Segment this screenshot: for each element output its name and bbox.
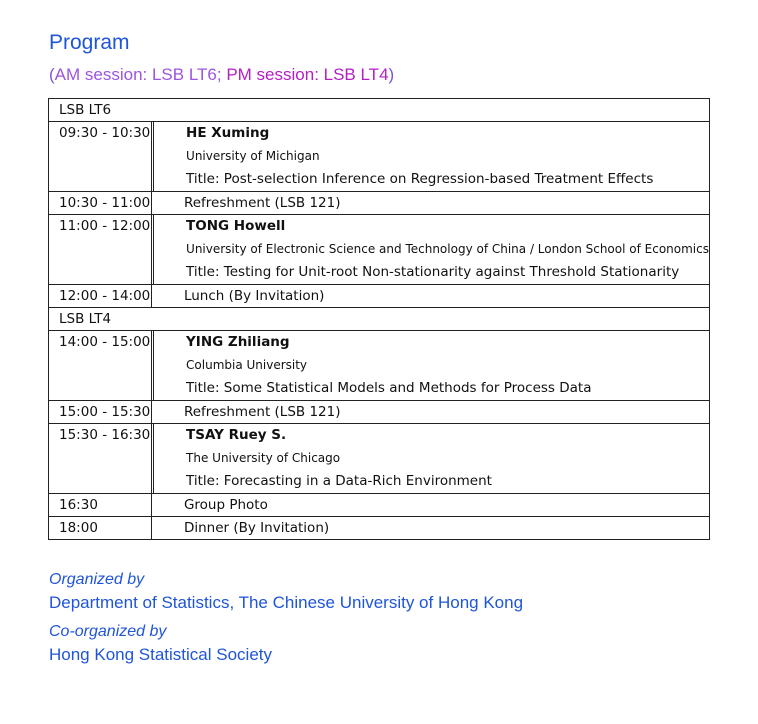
lunch-row: [49, 285, 710, 308]
section-label-am: LSB LT6: [49, 99, 710, 122]
dinner-label: Dinner (By Invitation): [151, 517, 709, 540]
speaker-affiliation: Columbia University: [186, 358, 308, 372]
talk-time: 11:00 - 12:00: [49, 215, 152, 285]
talk-details: [154, 331, 710, 401]
page-title: Program: [49, 31, 130, 54]
speaker-name: YING Zhiliang: [186, 334, 290, 350]
talk-title: Title: Forecasting in a Data-Rich Environment: [186, 473, 492, 489]
talk-row-4: [49, 424, 710, 494]
photo-time: 16:30: [49, 494, 152, 517]
section-row-am: [49, 99, 710, 122]
talk-time: 09:30 - 10:30: [49, 122, 152, 192]
speaker-affiliation: The University of Chicago: [186, 451, 341, 465]
co-organizer-name: Hong Kong Statistical Society: [49, 645, 273, 664]
dinner-row: [49, 517, 710, 540]
break-time: 10:30 - 11:00: [49, 192, 152, 215]
photo-label: Group Photo: [151, 494, 709, 517]
speaker-name: HE Xuming: [186, 125, 270, 141]
dinner-time: 18:00: [49, 517, 152, 540]
speaker-affiliation: University of Michigan: [186, 149, 320, 163]
subtitle-am-session: AM session: LSB LT6;: [54, 65, 227, 84]
break-label: Refreshment (LSB 121): [151, 401, 709, 424]
lunch-time: 12:00 - 14:00: [49, 285, 152, 308]
break-label: Refreshment (LSB 121): [151, 192, 709, 215]
talk-time: 15:30 - 16:30: [49, 424, 152, 494]
speaker-name: TSAY Ruey S.: [186, 427, 287, 443]
talk-title: Title: Some Statistical Models and Methods for Process Data: [186, 380, 592, 396]
break-row-1: [49, 192, 710, 215]
subtitle-open-paren: (: [49, 65, 55, 84]
section-label-pm: LSB LT4: [49, 308, 710, 331]
talk-details: [154, 122, 710, 192]
organized-by-label: Organized by: [49, 571, 145, 588]
talk-time: 14:00 - 15:00: [49, 331, 152, 401]
co-organized-by-label: Co-organized by: [49, 623, 167, 640]
photo-row: [49, 494, 710, 517]
talk-title: Title: Post-selection Inference on Regression-based Treatment Effects: [186, 171, 654, 187]
section-row-pm: [49, 308, 710, 331]
lunch-label: Lunch (By Invitation): [151, 285, 709, 308]
talk-title: Title: Testing for Unit-root Non-stationarity against Threshold Stationarity: [186, 264, 680, 280]
break-row-2: [49, 401, 710, 424]
program-table: [48, 98, 710, 540]
subtitle-pm-session: PM session: LSB LT4: [226, 65, 389, 84]
session-subtitle: [49, 65, 394, 85]
subtitle-close-paren: ): [388, 65, 395, 84]
organizer-name: Department of Statistics, The Chinese University of Hong Kong: [49, 593, 524, 612]
talk-row-2: [49, 215, 710, 285]
talk-row-3: [49, 331, 710, 401]
talk-details: [154, 215, 710, 285]
talk-row-1: [49, 122, 710, 192]
break-time: 15:00 - 15:30: [49, 401, 152, 424]
speaker-affiliation: University of Electronic Science and Technology of China / London School of Economics: [186, 242, 709, 256]
speaker-name: TONG Howell: [186, 218, 286, 234]
talk-details: [154, 424, 710, 494]
